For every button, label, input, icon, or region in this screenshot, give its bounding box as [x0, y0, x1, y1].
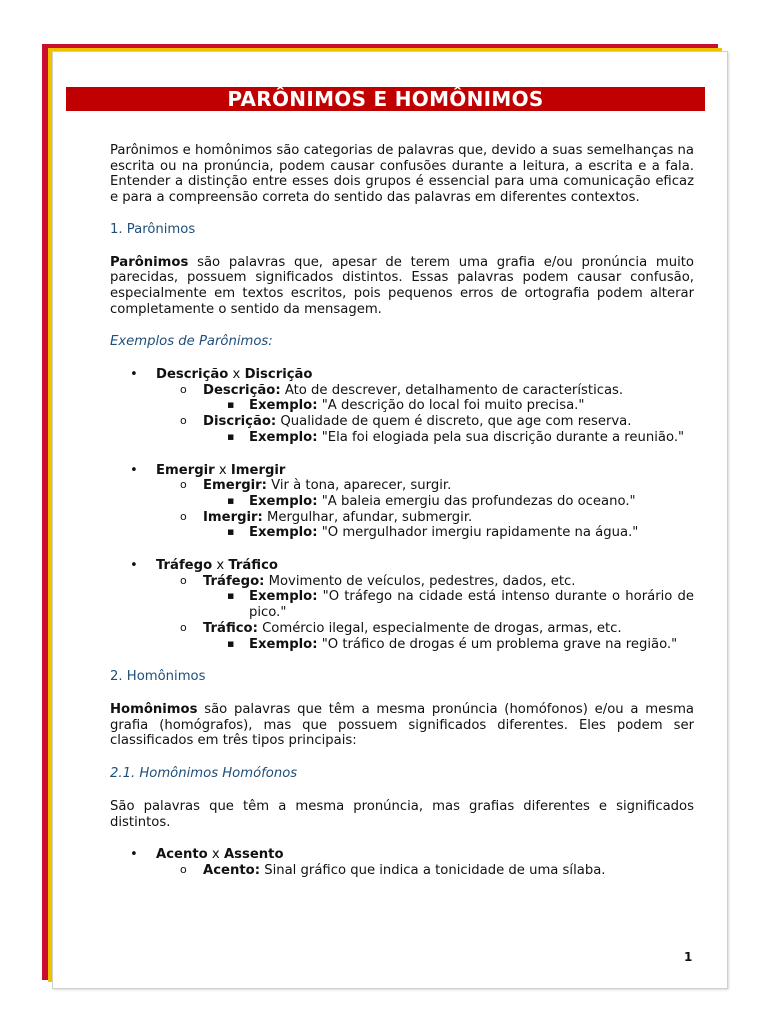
example-label: Exemplo:	[249, 589, 318, 605]
pair-word-a: Emergir	[156, 462, 215, 478]
definition-term: Tráfego:	[203, 573, 265, 589]
page-number: 1	[684, 950, 693, 964]
section-heading-paronimos: 1. Parônimos	[110, 221, 196, 237]
paronimos-definition	[110, 255, 694, 318]
definition-item	[156, 621, 694, 652]
example-pair-list	[110, 463, 694, 542]
example-pair-list	[110, 558, 694, 652]
paronimos-text: são palavras que, apesar de terem uma grafia e/ou pronúncia muito parecidas, possuem significados distintos. Essas palavras podem causar confusão, especialmente em textos escritos, pois pequenos erros de ortografia podem alterar completamente o sentido da mensagem.	[110, 254, 694, 317]
pair-separator: x	[214, 462, 231, 478]
definition-item	[156, 478, 694, 509]
example-item	[203, 430, 694, 446]
example-item	[203, 637, 694, 653]
definition-item	[156, 574, 694, 621]
definition-term: Discrição:	[203, 414, 277, 430]
pair-word-b: Tráfico	[228, 558, 278, 574]
definition-item	[156, 383, 694, 414]
definition-text: Comércio ilegal, especialmente de drogas, armas, etc.	[257, 620, 622, 636]
section-heading-homonimos: 2. Homônimos	[110, 669, 206, 685]
intro-paragraph: Parônimos e homônimos são categorias de palavras que, devido a suas semelhanças na escrita ou na pronúncia, podem causar confusões durante a leitura, a escrita e a fala. Entender a distinção entre esses dois grupos é essencial para uma comunicação eficaz e para a compreensão correta do sentido das palavras em diferentes contextos.	[110, 143, 694, 206]
pair-separator: x	[207, 847, 224, 863]
homonimos-text: são palavras que têm a mesma pronúncia (homófonos) e/ou a mesma grafia (homógrafos), mas que possuem significados diferentes. Eles podem ser classificados em três tipos principais:	[110, 701, 694, 749]
example-pair-list	[110, 847, 694, 878]
example-label: Exemplo:	[249, 398, 318, 414]
homofonos-definition: São palavras que têm a mesma pronúncia, mas grafias diferentes e significados distintos.	[110, 798, 694, 830]
example-text: "O mergulhador imergiu rapidamente na água."	[317, 525, 639, 541]
homonimos-definition	[110, 702, 694, 749]
definition-text: Movimento de veículos, pedestres, dados, etc.	[264, 573, 576, 589]
example-label: Exemplo:	[249, 429, 318, 445]
example-label: Exemplo:	[249, 636, 318, 652]
example-pair-list	[110, 367, 694, 446]
pair-word-b: Imergir	[230, 462, 286, 478]
examples-heading: Exemplos de Parônimos:	[110, 334, 273, 350]
definition-term: Descrição:	[203, 382, 281, 398]
definition-term: Imergir:	[203, 509, 263, 525]
example-item	[203, 494, 694, 510]
example-text: "O tráfego na cidade está intenso durante o horário de pico."	[249, 589, 694, 621]
paronimos-term: Parônimos	[110, 254, 189, 270]
homonimos-term: Homônimos	[110, 701, 198, 717]
example-item	[203, 525, 694, 541]
example-pair	[110, 558, 694, 652]
example-label: Exemplo:	[249, 493, 318, 509]
example-item	[203, 398, 694, 414]
subsection-heading-homofonos: 2.1. Homônimos Homófonos	[110, 766, 298, 782]
definition-item	[156, 510, 694, 541]
pair-separator: x	[212, 558, 229, 574]
example-pair	[110, 463, 694, 542]
document-body	[110, 143, 694, 879]
pair-word-a: Descrição	[156, 367, 229, 383]
definition-text: Qualidade de quem é discreto, que age com reserva.	[276, 414, 632, 430]
example-text: "A descrição do local foi muito precisa."	[317, 398, 585, 414]
document-title: PARÔNIMOS E HOMÔNIMOS	[66, 87, 705, 111]
example-text: "O tráfico de drogas é um problema grave na região."	[317, 636, 678, 652]
definition-text: Sinal gráfico que indica a tonicidade de uma sílaba.	[260, 862, 606, 878]
definition-item	[156, 863, 694, 879]
pair-word-a: Tráfego	[156, 558, 213, 574]
example-label: Exemplo:	[249, 525, 318, 541]
definition-term: Tráfico:	[203, 620, 258, 636]
example-pair	[110, 847, 694, 878]
example-text: "Ela foi elogiada pela sua discrição durante a reunião."	[317, 429, 685, 445]
pair-separator: x	[228, 367, 245, 383]
definition-text: Ato de descrever, detalhamento de características.	[280, 382, 624, 398]
definition-text: Vir à tona, aparecer, surgir.	[266, 478, 452, 494]
example-pair	[110, 367, 694, 446]
pair-word-b: Assento	[223, 847, 284, 863]
example-item	[203, 589, 694, 620]
definition-term: Acento:	[203, 862, 260, 878]
example-text: "A baleia emergiu das profundezas do oceano."	[317, 493, 636, 509]
definition-text: Mergulhar, afundar, submergir.	[262, 509, 473, 525]
pair-word-a: Acento	[156, 847, 208, 863]
definition-item	[156, 414, 694, 445]
definition-term: Emergir:	[203, 478, 267, 494]
pair-word-b: Discrição	[244, 367, 313, 383]
